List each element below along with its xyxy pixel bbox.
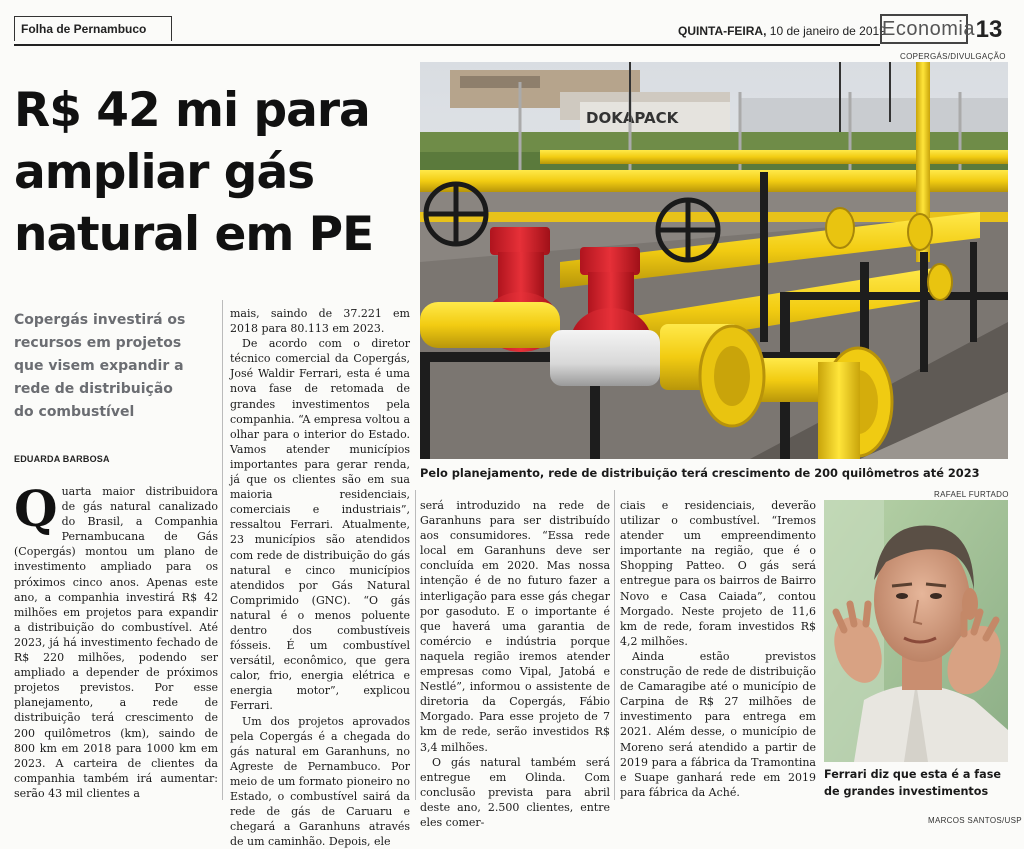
paragraph: será introduzido na rede de Garanhuns para ser distribuído aos consumidores. “Essa rede local em Garanhuns deve ser concluída em 2020. Mas nossa intenção é de no futuro fazer a interligação para esse gás chegar por gasoduto. E o importante é que haverá uma garantia de comércio e indústria porque naquela região iremos atender empresas como Vipal, Jatobá e Nestlé”, informou o assistente de diretoria da Copergás, Fábio Morgado. Para esse projeto de 7 km de rede, serão investidos R$ 3,4 milhões. [420, 499, 610, 754]
portrait-caption: Ferrari diz que esta é a fase de grandes investimentos [824, 768, 1001, 798]
paragraph: uarta maior distribuidora de gás natural canalizado do Brasil, a Companhia Pernambucana de Gás (Copergás) montou um plano de investimento ampliado para os próximos cinco anos. Apenas este ano, a companhia investirá R$ 42 milhões em projetos para expandir a distribuição do combustível. Até 2023, já há investimento fechado de R$ 220 milhões, podendo ser ampliado a depender de próximos projetos previstos. Por esse planejamento, a rede de distribuição terá crescimento de 200 quilômetros (km), saindo de 800 km em 2018 para 1000 km em 2023. A carteira de clientes da companhia também irá aumentar: serão 43 mil clientes a [14, 485, 218, 800]
article-column-3 [420, 498, 610, 830]
newspaper-name: Folha de Pernambuco [14, 16, 172, 41]
paragraph: Ainda estão previstos construção de rede de distribuição de Camaragibe até o município de Carpina de R$ 27 milhões de investimento para entrega em 2021. Além desse, o município de Moreno será atendido a partir de 2019 para a fábrica da Tramontina e Suape ganhará rede em 2019 para fábrica da Aché. [620, 649, 816, 799]
subheadline: Copergás investirá os recursos em projetos que visem expandir a rede de distribuição do combustível [14, 312, 186, 420]
paragraph: ciais e residenciais, deverão utilizar o combustível. “Iremos atender um empreendimento importante na região, que é o Shopping Patteo. O gás será entregue para os bairros de Bairro Novo e Casa Caiada”, contou Morgado. Neste projeto de 11,6 km de rede, foram investidos R$ 4,2 milhões. [620, 499, 816, 648]
main-photo-credit: COPERGÁS/DIVULGAÇÃO [900, 52, 1006, 61]
paragraph: O gás natural também será entregue em Olinda. Com conclusão prevista para abril deste ano, 2.500 clientes, entre eles comer- [420, 755, 610, 829]
gas-pipeline-illustration [420, 62, 1008, 459]
date-text: 10 de janeiro de 2019 [769, 24, 886, 38]
article-column-2 [230, 306, 410, 849]
publication-date [678, 24, 886, 38]
portrait-credit: MARCOS SANTOS/USP [928, 816, 1022, 825]
weekday: QUINTA-FEIRA, [678, 24, 767, 38]
header-rule [14, 44, 880, 46]
paragraph: De acordo com o diretor técnico comercial da Copergás, José Waldir Ferrari, esta é uma nova fase de retomada de grandes investimentos pela companhia. “A empresa voltou a olhar para o interior do Estado. Vamos atender municípios importantes para gerar renda, já que os clientes são em sua maioria residenciais, comerciais e industriais”, ressaltou Ferrari. Atualmente, 23 municípios são atendidos com rede de distribuição do gás natural e cinco municípios atendidos por Gás Natural Comprimido (GNC). “O gás natural é o menos poluente dentro dos combustíveis fósseis. É um combustível versátil, econômico, que gera calor, frio, energia elétrica e energia motor”, explicou Ferrari. [230, 337, 410, 713]
column-divider [415, 490, 416, 800]
page-header [14, 10, 1008, 46]
article-column-4 [620, 498, 816, 800]
dokapack-sign: DOKAPACK [586, 109, 679, 127]
main-photo-caption: Pelo planejamento, rede de distribuição terá crescimento de 200 quilômetros até 2023 [420, 466, 980, 480]
headline: R$ 42 mi para ampliar gás natural em PE [14, 83, 374, 262]
section-label: Economia [880, 14, 968, 44]
column-divider [222, 300, 223, 800]
column-divider [614, 490, 615, 800]
byline: EDUARDA BARBOSA [14, 454, 110, 464]
paragraph: mais, saindo de 37.221 em 2018 para 80.113 em 2023. [230, 307, 410, 336]
paragraph: Um dos projetos aprovados pela Copergás é a chegada do gás natural em Garanhuns, no Agreste de Pernambuco. Por meio de um formato pioneiro no Estado, o combustível sairá da rede de gás de Caruaru e chegará a Garanhuns através de um caminhão. Depois, ele [230, 714, 410, 849]
portrait-illustration [824, 500, 1008, 762]
drop-cap: Q [14, 479, 58, 538]
portrait-photo [824, 500, 1008, 762]
main-photo [420, 62, 1008, 459]
page-number: 13 [975, 16, 1003, 43]
side-photo-credit: RAFAEL FURTADO [934, 490, 1009, 499]
article-column-1 [14, 479, 218, 801]
